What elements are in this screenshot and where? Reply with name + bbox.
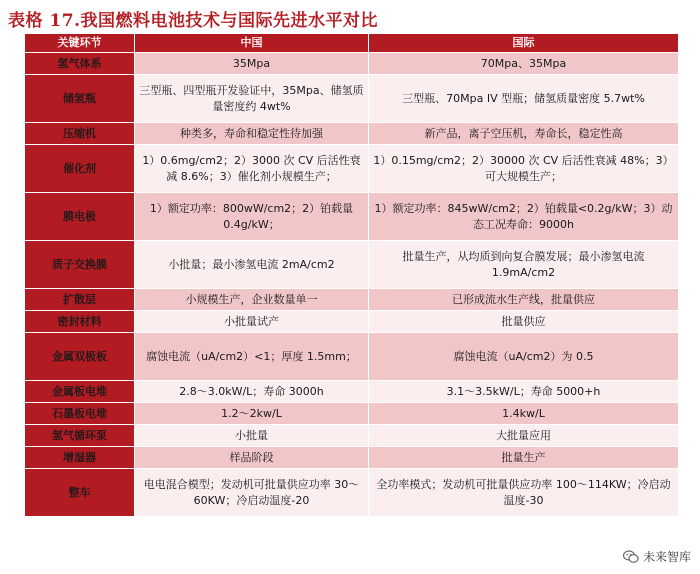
table-row (25, 289, 679, 311)
china-cell: 腐蚀电流（uA/cm2）<1；厚度 1.5mm； (135, 333, 369, 381)
table-header-row (25, 34, 679, 53)
china-cell: 小批量；最小渗氢电流 2mA/cm2 (135, 241, 369, 289)
intl-cell: 70Mpa、35Mpa (369, 53, 679, 75)
table-row (25, 381, 679, 403)
comparison-table (24, 33, 679, 517)
intl-cell: 批量生产 (369, 447, 679, 469)
intl-cell: 已形成流水生产线，批量供应 (369, 289, 679, 311)
intl-cell: 批量供应 (369, 311, 679, 333)
row-label: 压缩机 (25, 123, 135, 145)
china-cell: 35Mpa (135, 53, 369, 75)
header-international: 国际 (369, 34, 679, 53)
wechat-icon (623, 550, 639, 564)
china-cell: 样品阶段 (135, 447, 369, 469)
table-row (25, 75, 679, 123)
table-row (25, 447, 679, 469)
intl-cell: 1）0.15mg/cm2；2）30000 次 CV 后活性衰减 48%；3）可大规模生产； (369, 145, 679, 193)
china-cell: 三型瓶、四型瓶开发验证中，35Mpa、储氢质量密度约 4wt% (135, 75, 369, 123)
table-row (25, 53, 679, 75)
table-row (25, 403, 679, 425)
china-cell: 1）额定功率：800wW/cm2；2）铂载量 0.4g/kW； (135, 193, 369, 241)
header-china: 中国 (135, 34, 369, 53)
row-label: 整车 (25, 469, 135, 517)
watermark (620, 547, 694, 566)
intl-cell: 三型瓶、70Mpa IV 型瓶；储氢质量密度 5.7wt% (369, 75, 679, 123)
china-cell: 小批量试产 (135, 311, 369, 333)
china-cell: 1.2～2kw/L (135, 403, 369, 425)
intl-cell: 1.4kw/L (369, 403, 679, 425)
header-key-stage: 关键环节 (25, 34, 135, 53)
intl-cell: 腐蚀电流（uA/cm2）为 0.5 (369, 333, 679, 381)
table-row (25, 145, 679, 193)
table-row (25, 123, 679, 145)
china-cell: 2.8～3.0kW/L；寿命 3000h (135, 381, 369, 403)
row-label: 金属双极板 (25, 333, 135, 381)
china-cell: 种类多，寿命和稳定性待加强 (135, 123, 369, 145)
intl-cell: 3.1～3.5kW/L；寿命 5000+h (369, 381, 679, 403)
intl-cell: 大批量应用 (369, 425, 679, 447)
intl-cell: 全功率模式；发动机可批量供应功率 100～114KW；冷启动温度-30 (369, 469, 679, 517)
table-row (25, 425, 679, 447)
table-row (25, 333, 679, 381)
china-cell: 1）0.6mg/cm2；2）3000 次 CV 后活性衰减 8.6%；3）催化剂小规模生产； (135, 145, 369, 193)
row-label: 金属板电堆 (25, 381, 135, 403)
row-label: 质子交换膜 (25, 241, 135, 289)
table-row (25, 469, 679, 517)
row-label: 储氢瓶 (25, 75, 135, 123)
intl-cell: 1）额定功率：845wW/cm2；2）铂载量<0.2g/kW；3）动态工况寿命：9000h (369, 193, 679, 241)
row-label: 氢气体系 (25, 53, 135, 75)
intl-cell: 批量生产，从均质到向复合膜发展；最小渗氢电流 1.9mA/cm2 (369, 241, 679, 289)
table-title: 表格 17.我国燃料电池技术与国际先进水平对比 (8, 11, 378, 31)
china-cell: 小规模生产，企业数量单一 (135, 289, 369, 311)
table-row (25, 311, 679, 333)
row-label: 膜电极 (25, 193, 135, 241)
watermark-text: 未来智库 (642, 550, 691, 564)
row-label: 密封材料 (25, 311, 135, 333)
table-row (25, 241, 679, 289)
row-label: 扩散层 (25, 289, 135, 311)
row-label: 氢气循环泵 (25, 425, 135, 447)
row-label: 催化剂 (25, 145, 135, 193)
row-label: 增湿器 (25, 447, 135, 469)
china-cell: 小批量 (135, 425, 369, 447)
china-cell: 电电混合模型；发动机可批量供应功率 30～60KW；冷启动温度-20 (135, 469, 369, 517)
row-label: 石墨板电堆 (25, 403, 135, 425)
table-row (25, 193, 679, 241)
intl-cell: 新产品，离子空压机，寿命长，稳定性高 (369, 123, 679, 145)
